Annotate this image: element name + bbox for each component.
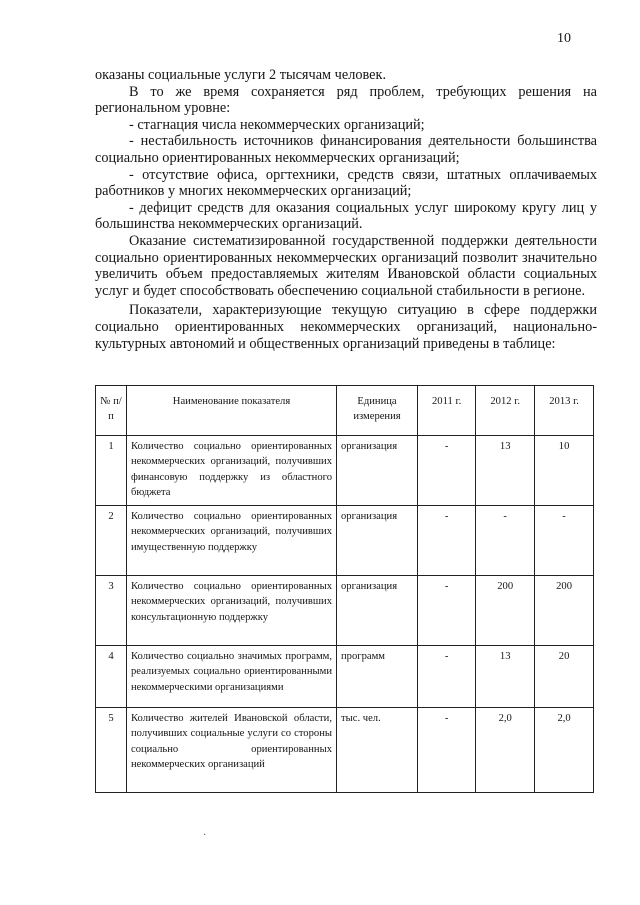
indicators-table (95, 385, 594, 793)
cell-2012: 13 (476, 436, 535, 506)
table-header-row (96, 386, 594, 436)
header-num: № п/п (96, 386, 127, 436)
cell-unit: программ (337, 646, 418, 708)
cell-name: Количество социально значимых программ, реализуемых социально ориентированными некоммерческими организациями (127, 646, 337, 708)
cell-name: Количество социально ориентированных некоммерческих организаций, получивших консультационную поддержку (127, 576, 337, 646)
cell-2012: 200 (476, 576, 535, 646)
body-text (95, 67, 597, 352)
paragraph: оказаны социальные услуги 2 тысячам человек. (95, 67, 387, 83)
cell-2011: - (418, 646, 476, 708)
list-item: - нестабильность источников финансирования деятельности большинства социально ориентированных некоммерческих организаций; (95, 133, 597, 166)
header-2011: 2011 г. (418, 386, 476, 436)
scan-mark: · (203, 830, 207, 841)
cell-unit: организация (337, 576, 418, 646)
table-row (96, 576, 594, 646)
cell-name: Количество жителей Ивановской области, получивших социальные услуги со стороны социально ориентированных некоммерческих организаций (127, 708, 337, 793)
cell-num: 4 (96, 646, 127, 708)
header-2012: 2012 г. (476, 386, 535, 436)
cell-name: Количество социально ориентированных некоммерческих организаций, получивших финансовую поддержку из областного бюджета (127, 436, 337, 506)
cell-unit: тыс. чел. (337, 708, 418, 793)
header-name: Наименование показателя (127, 386, 337, 436)
cell-num: 3 (96, 576, 127, 646)
cell-2013: 2,0 (535, 708, 594, 793)
cell-num: 2 (96, 506, 127, 576)
paragraph: В то же время сохраняется ряд проблем, требующих решения на региональном уровне: (95, 83, 597, 117)
table-row (96, 436, 594, 506)
cell-2013: 10 (535, 436, 594, 506)
list-item: - отсутствие офиса, оргтехники, средств связи, штатных оплачиваемых работников у многих некоммерческих организаций; (95, 166, 597, 200)
cell-2013: 20 (535, 646, 594, 708)
cell-name: Количество социально ориентированных некоммерческих организаций, получивших имущественную поддержку (127, 506, 337, 576)
cell-2011: - (418, 576, 476, 646)
table-row (96, 646, 594, 708)
table-row (96, 506, 594, 576)
cell-2013: 200 (535, 576, 594, 646)
cell-2012: 13 (476, 646, 535, 708)
list-item: - дефицит средств для оказания социальных услуг широкому кругу лиц у большинства некоммерческих организаций. (95, 199, 597, 233)
cell-unit: организация (337, 506, 418, 576)
cell-2011: - (418, 506, 476, 576)
paragraph: Оказание систематизированной государственной поддержки деятельности социально ориентированных некоммерческих организаций позволит значительно увеличить объем предоставляемых жителям Ивановской области социальных услуг и будет способствовать обеспечению социальной стабильности в регионе. (95, 232, 597, 299)
cell-2011: - (418, 436, 476, 506)
cell-2013: - (535, 506, 594, 576)
cell-2011: - (418, 708, 476, 793)
paragraph: Показатели, характеризующие текущую ситуацию в сфере поддержки социально ориентированных некоммерческих организаций, национально-культурных автономий и общественных организаций приведены в таблице: (95, 302, 597, 352)
list-item: - стагнация числа некоммерческих организаций; (129, 116, 425, 133)
page-number: 10 (557, 31, 571, 46)
header-unit: Единица измерения (337, 386, 418, 436)
cell-num: 1 (96, 436, 127, 506)
table-row (96, 708, 594, 793)
cell-num: 5 (96, 708, 127, 793)
header-2013: 2013 г. (535, 386, 594, 436)
cell-unit: организация (337, 436, 418, 506)
cell-2012: - (476, 506, 535, 576)
cell-2012: 2,0 (476, 708, 535, 793)
